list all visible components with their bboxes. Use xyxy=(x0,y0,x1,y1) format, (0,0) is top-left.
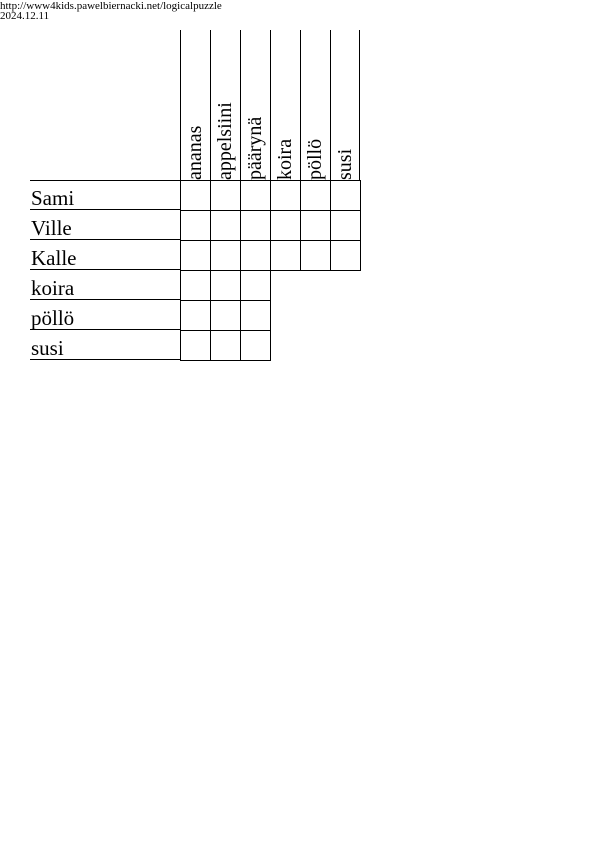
row-label-koira: koira xyxy=(30,270,180,300)
grid-cell[interactable] xyxy=(240,300,271,331)
date: 2024.12.11 xyxy=(0,10,50,22)
row-label-susi: susi xyxy=(30,330,180,360)
grid-cell[interactable] xyxy=(270,240,301,271)
grid-cell[interactable] xyxy=(180,180,211,211)
column-label: appelsiini xyxy=(214,102,236,180)
grid-cell[interactable] xyxy=(300,180,331,211)
grid-cell[interactable] xyxy=(240,180,271,211)
grid-cell[interactable] xyxy=(270,210,301,241)
grid-cell[interactable] xyxy=(210,180,241,211)
grid-cell[interactable] xyxy=(210,210,241,241)
grid-cell[interactable] xyxy=(330,210,361,241)
grid-cell[interactable] xyxy=(210,300,241,331)
grid-cell[interactable] xyxy=(300,240,331,271)
row-label-kalle: Kalle xyxy=(30,240,180,270)
grid-cell[interactable] xyxy=(270,180,301,211)
column-label: pöllö xyxy=(304,138,326,180)
grid-cell[interactable] xyxy=(210,270,241,301)
grid-cell[interactable] xyxy=(300,210,331,241)
column-label: susi xyxy=(334,148,356,180)
grid-cell[interactable] xyxy=(210,240,241,271)
column-label: päärynä xyxy=(244,116,266,180)
row-label-sami: Sami xyxy=(30,180,180,210)
grid-cell[interactable] xyxy=(210,330,241,361)
grid-cell[interactable] xyxy=(330,240,361,271)
column-label: koira xyxy=(274,138,296,180)
column-header-paaryna xyxy=(240,30,270,180)
row-label-pollo: pöllö xyxy=(30,300,180,330)
grid-cell[interactable] xyxy=(240,210,271,241)
grid-cell[interactable] xyxy=(240,270,271,301)
column-header-pollo xyxy=(300,30,330,180)
column-header-appelsiini xyxy=(210,30,240,180)
grid-cell[interactable] xyxy=(180,330,211,361)
grid-cell[interactable] xyxy=(180,240,211,271)
grid-cell[interactable] xyxy=(330,180,361,211)
grid-cell[interactable] xyxy=(180,270,211,301)
grid-cell[interactable] xyxy=(180,300,211,331)
column-header-susi xyxy=(330,30,360,180)
grid-cell[interactable] xyxy=(240,240,271,271)
grid-cell[interactable] xyxy=(180,210,211,241)
column-header-koira xyxy=(270,30,300,180)
grid-cell[interactable] xyxy=(240,330,271,361)
column-label: ananas xyxy=(184,125,206,180)
column-header-ananas xyxy=(180,30,210,180)
source-url: http://www4kids.pawelbiernacki.net/logicalpuzzle xyxy=(0,0,222,12)
row-label-ville: Ville xyxy=(30,210,180,240)
